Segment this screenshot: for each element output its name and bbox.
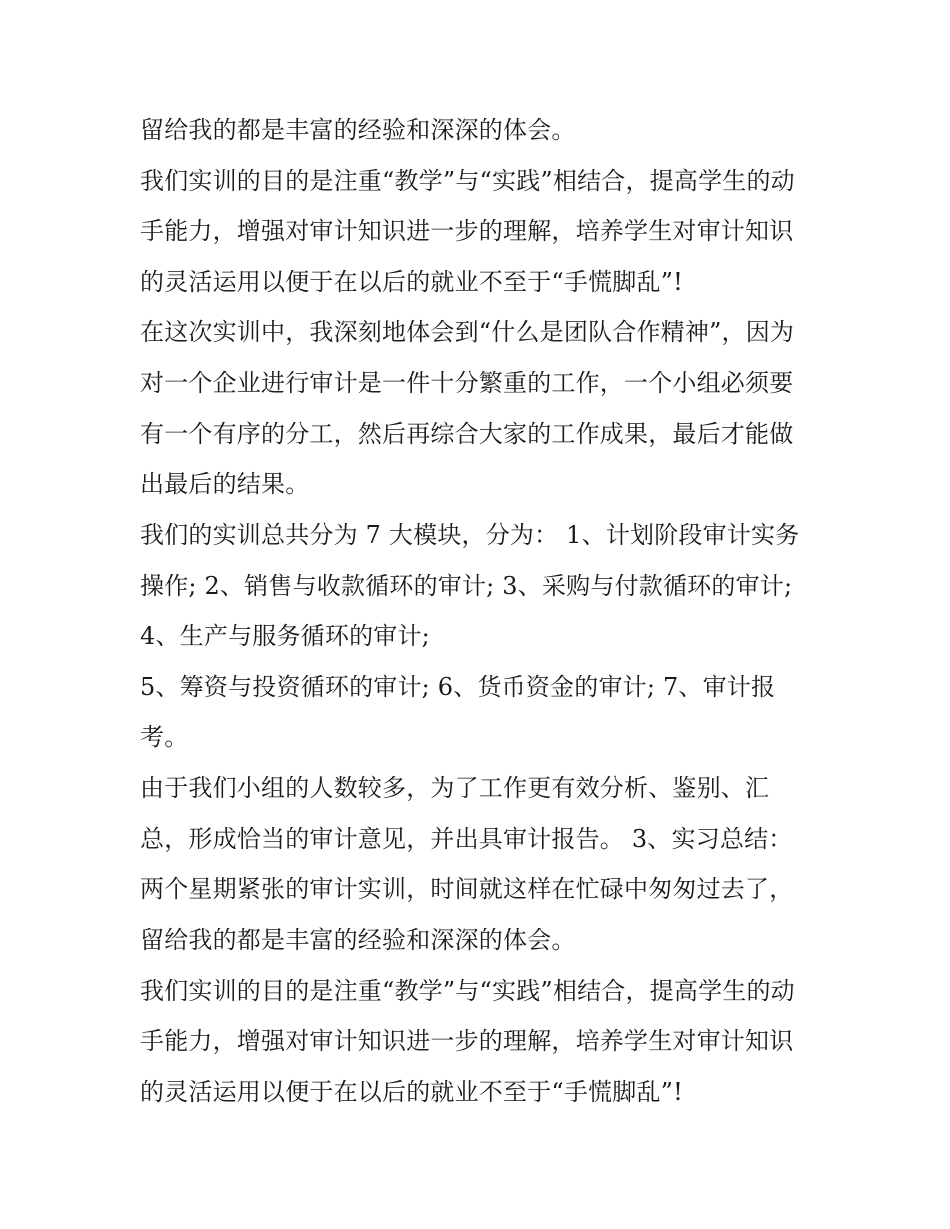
text-line: 我们实训的目的是注重“教学”与“实践”相结合，提高学生的动 xyxy=(140,977,795,1005)
text-line: 考。 xyxy=(140,723,189,751)
text-line: 留给我的都是丰富的经验和深深的体会。 xyxy=(140,116,576,144)
text-line: 出最后的结果。 xyxy=(140,470,310,498)
text-line: 有一个有序的分工，然后再综合大家的工作成果，最后才能做 xyxy=(140,420,794,448)
text-line: 由于我们小组的人数较多，为了工作更有效分析、鉴别、汇 xyxy=(140,774,770,802)
text-line: 对一个企业进行审计是一件十分繁重的工作，一个小组必须要 xyxy=(140,369,794,397)
text-line: 的灵活运用以便于在以后的就业不至于“手慌脚乱”! xyxy=(140,1078,683,1106)
text-line: 总，形成恰当的审计意见，并出具审计报告。 3、实习总结： xyxy=(140,825,793,853)
text-line: 4、生产与服务循环的审计; xyxy=(140,622,430,650)
text-line: 操作; 2、销售与收款循环的审计; 3、采购与付款循环的审计; xyxy=(140,572,793,600)
text-line: 我们的实训总共分为 7 大模块，分为： 1、计划阶段审计实务 xyxy=(140,521,800,549)
text-line: 5、筹资与投资循环的审计; 6、货币资金的审计; 7、审计报 xyxy=(140,673,776,701)
text-line: 的灵活运用以便于在以后的就业不至于“手慌脚乱”! xyxy=(140,268,683,296)
text-line: 在这次实训中，我深刻地体会到“什么是团队合作精神”，因为 xyxy=(140,318,795,346)
text-line: 手能力，增强对审计知识进一步的理解，培养学生对审计知识 xyxy=(140,217,794,245)
text-line: 我们实训的目的是注重“教学”与“实践”相结合，提高学生的动 xyxy=(140,167,795,195)
text-line: 手能力，增强对审计知识进一步的理解，培养学生对审计知识 xyxy=(140,1027,794,1055)
text-line: 两个星期紧张的审计实训，时间就这样在忙碌中匆匆过去了， xyxy=(140,875,794,903)
text-line: 留给我的都是丰富的经验和深深的体会。 xyxy=(140,926,576,954)
